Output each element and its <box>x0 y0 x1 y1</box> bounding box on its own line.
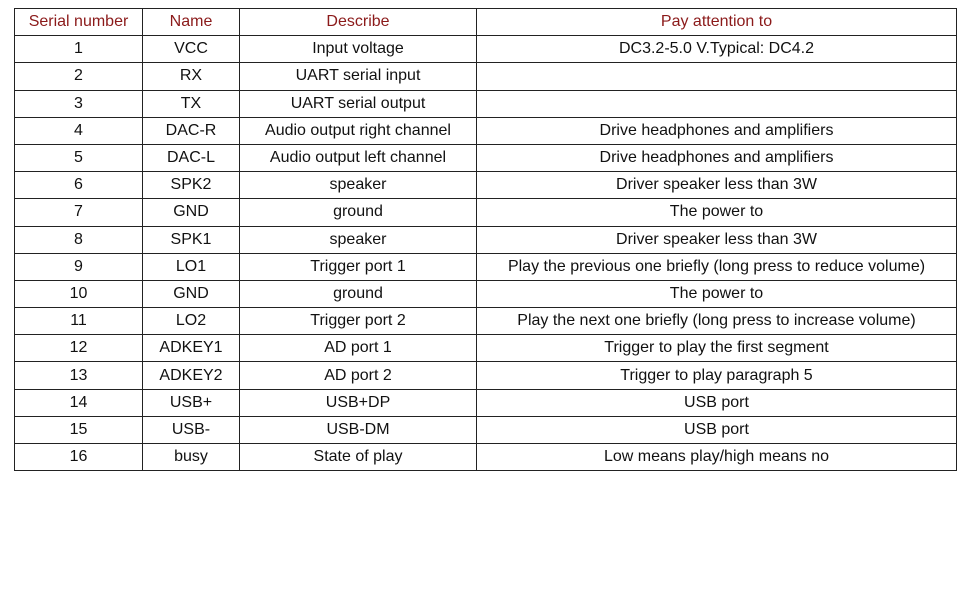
cell-serial-number: 11 <box>15 308 143 335</box>
table-row <box>15 389 957 416</box>
cell-name: ADKEY2 <box>143 362 240 389</box>
header-pay-attention-to: Pay attention to <box>477 9 957 36</box>
cell-describe: USB-DM <box>240 416 477 443</box>
table-row <box>15 416 957 443</box>
cell-name: LO1 <box>143 253 240 280</box>
cell-name: USB+ <box>143 389 240 416</box>
cell-name: RX <box>143 63 240 90</box>
cell-pay-attention-to: Driver speaker less than 3W <box>477 226 957 253</box>
cell-serial-number: 16 <box>15 444 143 471</box>
cell-pay-attention-to: Play the next one briefly (long press to increase volume) <box>477 308 957 335</box>
table-row <box>15 172 957 199</box>
cell-pay-attention-to: Trigger to play the first segment <box>477 335 957 362</box>
pin-table <box>14 8 957 471</box>
cell-serial-number: 4 <box>15 117 143 144</box>
cell-describe: Input voltage <box>240 36 477 63</box>
cell-serial-number: 2 <box>15 63 143 90</box>
cell-pay-attention-to: USB port <box>477 389 957 416</box>
cell-serial-number: 3 <box>15 90 143 117</box>
cell-serial-number: 10 <box>15 280 143 307</box>
cell-name: USB- <box>143 416 240 443</box>
cell-serial-number: 12 <box>15 335 143 362</box>
cell-describe: AD port 2 <box>240 362 477 389</box>
cell-pay-attention-to: Drive headphones and amplifiers <box>477 144 957 171</box>
cell-pay-attention-to: Trigger to play paragraph 5 <box>477 362 957 389</box>
table-row <box>15 226 957 253</box>
cell-name: SPK1 <box>143 226 240 253</box>
table-row <box>15 280 957 307</box>
table-row <box>15 253 957 280</box>
cell-name: SPK2 <box>143 172 240 199</box>
table-row <box>15 308 957 335</box>
table-row <box>15 117 957 144</box>
cell-name: busy <box>143 444 240 471</box>
cell-describe: Audio output left channel <box>240 144 477 171</box>
cell-describe: ground <box>240 280 477 307</box>
cell-describe: Trigger port 2 <box>240 308 477 335</box>
table-row <box>15 36 957 63</box>
cell-name: LO2 <box>143 308 240 335</box>
cell-pay-attention-to <box>477 90 957 117</box>
table-row <box>15 90 957 117</box>
cell-describe: AD port 1 <box>240 335 477 362</box>
cell-name: DAC-R <box>143 117 240 144</box>
cell-pay-attention-to: The power to <box>477 280 957 307</box>
cell-serial-number: 8 <box>15 226 143 253</box>
table-row <box>15 444 957 471</box>
cell-pay-attention-to: DC3.2-5.0 V.Typical: DC4.2 <box>477 36 957 63</box>
header-name: Name <box>143 9 240 36</box>
cell-describe: Audio output right channel <box>240 117 477 144</box>
cell-describe: speaker <box>240 172 477 199</box>
cell-pay-attention-to: Low means play/high means no <box>477 444 957 471</box>
cell-name: ADKEY1 <box>143 335 240 362</box>
cell-serial-number: 1 <box>15 36 143 63</box>
cell-serial-number: 9 <box>15 253 143 280</box>
table-row <box>15 362 957 389</box>
cell-describe: Trigger port 1 <box>240 253 477 280</box>
table-body <box>15 36 957 471</box>
cell-pay-attention-to: Drive headphones and amplifiers <box>477 117 957 144</box>
table-row <box>15 199 957 226</box>
cell-describe: UART serial output <box>240 90 477 117</box>
cell-describe: speaker <box>240 226 477 253</box>
cell-serial-number: 6 <box>15 172 143 199</box>
cell-name: GND <box>143 280 240 307</box>
header-describe: Describe <box>240 9 477 36</box>
header-row <box>15 9 957 36</box>
table-row <box>15 144 957 171</box>
cell-serial-number: 7 <box>15 199 143 226</box>
cell-name: GND <box>143 199 240 226</box>
header-serial-number: Serial number <box>15 9 143 36</box>
cell-name: DAC-L <box>143 144 240 171</box>
cell-serial-number: 14 <box>15 389 143 416</box>
cell-describe: State of play <box>240 444 477 471</box>
cell-serial-number: 5 <box>15 144 143 171</box>
cell-describe: UART serial input <box>240 63 477 90</box>
cell-name: TX <box>143 90 240 117</box>
cell-serial-number: 13 <box>15 362 143 389</box>
cell-pay-attention-to: The power to <box>477 199 957 226</box>
cell-describe: ground <box>240 199 477 226</box>
table-row <box>15 63 957 90</box>
cell-pay-attention-to: USB port <box>477 416 957 443</box>
table-row <box>15 335 957 362</box>
cell-name: VCC <box>143 36 240 63</box>
cell-pay-attention-to: Play the previous one briefly (long press to reduce volume) <box>477 253 957 280</box>
cell-serial-number: 15 <box>15 416 143 443</box>
cell-pay-attention-to <box>477 63 957 90</box>
cell-pay-attention-to: Driver speaker less than 3W <box>477 172 957 199</box>
cell-describe: USB+DP <box>240 389 477 416</box>
